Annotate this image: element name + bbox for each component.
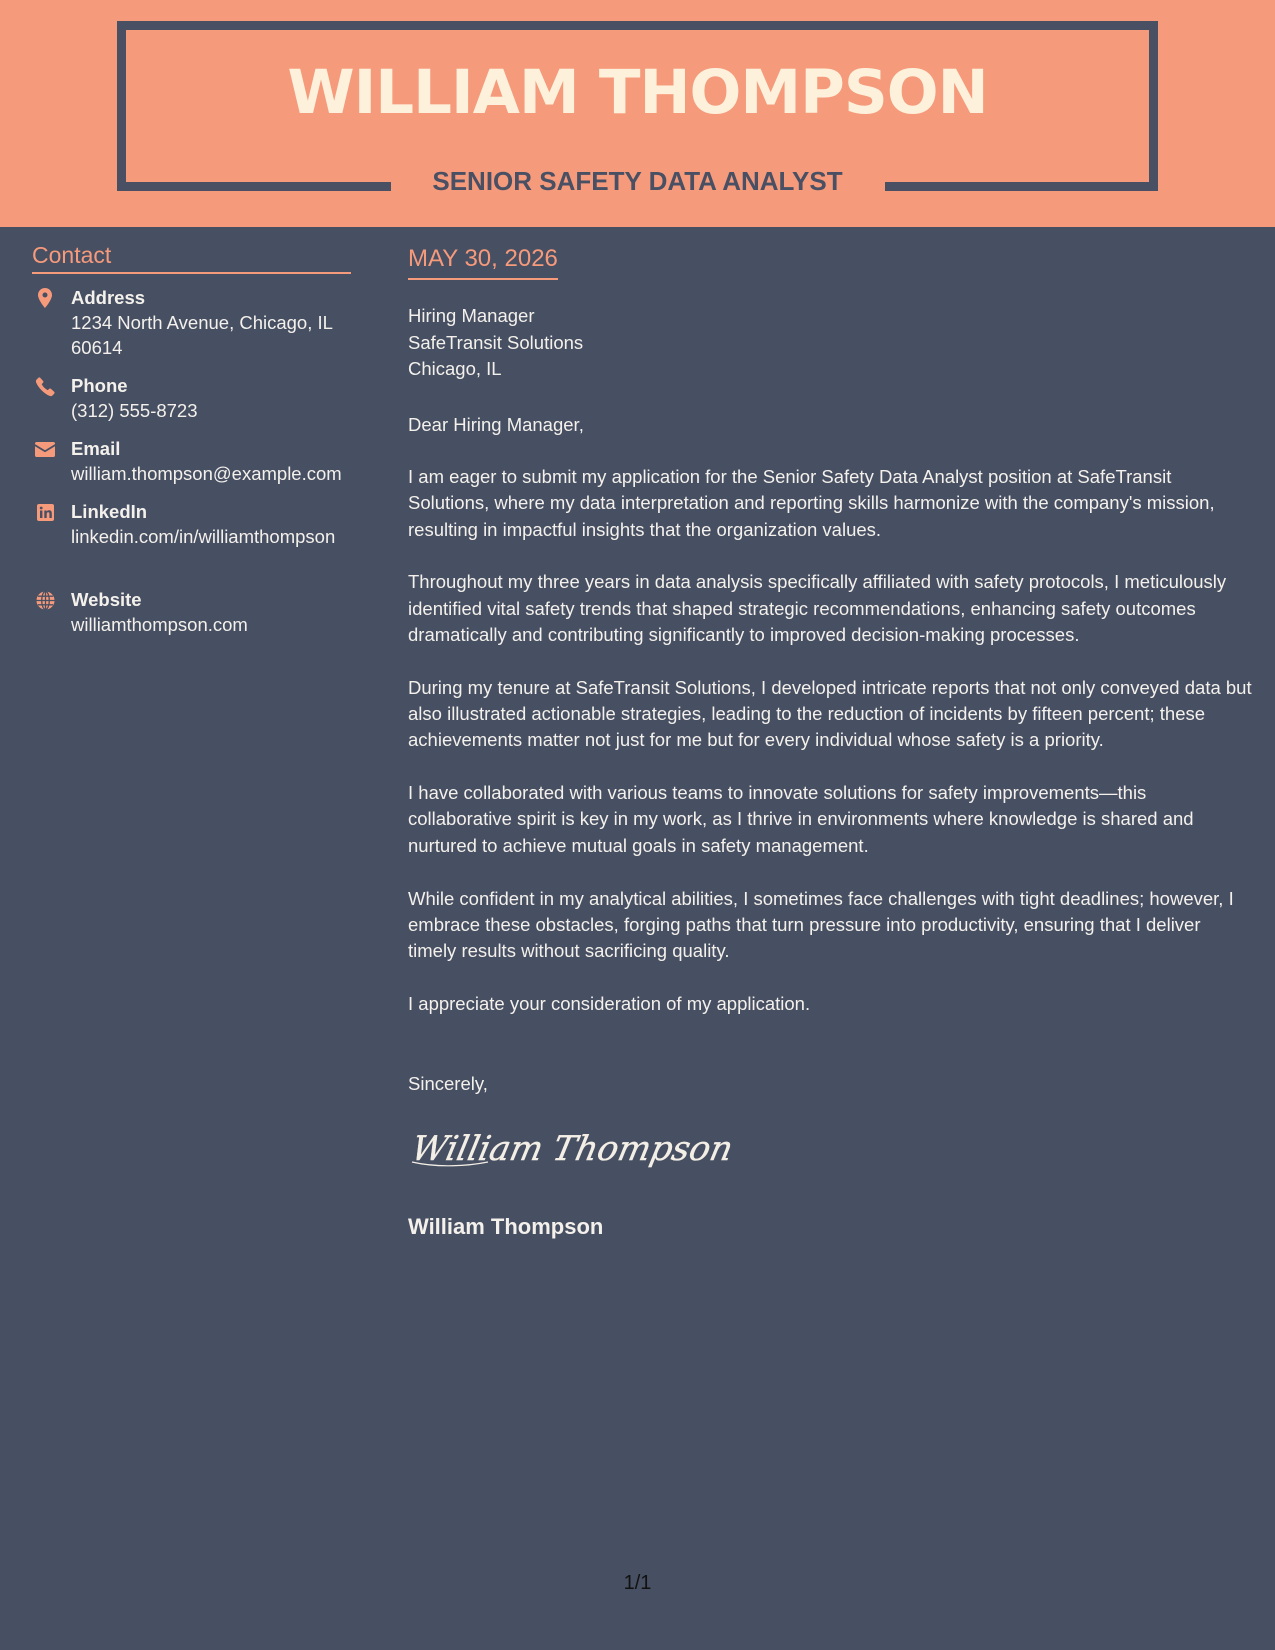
body-paragraph: I am eager to submit my application for the Senior Safety Data Analyst position at SafeTransit Solutions, where my data interpretation and reporting skills harmonize with the company's mission, resulting in impactful insights that the organization values.	[408, 466, 1215, 540]
recipient-company: SafeTransit Solutions	[408, 331, 584, 353]
phone-icon	[32, 374, 58, 398]
recipient-location: Chicago, IL	[408, 358, 502, 379]
contact-label: Website	[71, 589, 142, 610]
contact-label: LinkedIn	[71, 501, 148, 522]
contact-label: Address	[71, 287, 146, 308]
contact-email	[32, 436, 362, 486]
recipient-name: Hiring Manager	[408, 305, 535, 326]
envelope-icon	[32, 437, 58, 461]
linkedin-icon	[32, 500, 58, 524]
contact-heading: Contact	[32, 243, 351, 274]
contact-value: william.thompson@example.com	[71, 463, 342, 484]
contact-value: 1234 North Avenue, Chicago, IL 60614	[71, 312, 333, 358]
header-banner	[0, 0, 1275, 227]
letter-date: MAY 30, 2026	[408, 245, 558, 280]
handwritten-signature	[408, 1122, 737, 1172]
body-paragraph: While confident in my analytical abilities, I sometimes face challenges with tight deadlines; however, I embrace these obstacles, forging paths that turn pressure into productivity, ensuring that I deliver timely results without sacrificing quality.	[408, 887, 1234, 962]
letter-body	[408, 464, 1253, 1044]
signer-name: William Thompson	[408, 1214, 604, 1239]
body-paragraph: During my tenure at SafeTransit Solutions, I developed intricate reports that not only conveyed data but also illustrated actionable strategies, leading to the reduction of incidents by fifteen percent; these achievements matter not just for me but for every individual whose safety is a priority.	[408, 676, 1252, 751]
page-indicator: 1/1	[623, 1572, 652, 1594]
contact-value: williamthompson.com	[71, 614, 248, 635]
job-title: SENIOR SAFETY DATA ANALYST	[432, 166, 843, 196]
recipient-block	[408, 303, 583, 383]
closing: Sincerely,	[408, 1073, 488, 1094]
contact-address	[32, 285, 362, 360]
salutation: Dear Hiring Manager,	[408, 414, 584, 435]
body-paragraph: Throughout my three years in data analysis specifically affiliated with safety protocols, I meticulously identified vital safety trends that shaped strategic recommendations, enhancing safety outcomes dramatically and contributing significantly to improved decision-making processes.	[408, 571, 1227, 645]
contact-website	[32, 587, 362, 637]
contact-linkedin	[32, 499, 362, 549]
globe-icon	[32, 588, 58, 612]
contact-value: (312) 555-8723	[71, 400, 198, 421]
candidate-name: WILLIAM THOMPSON	[287, 57, 988, 128]
contact-label: Email	[71, 438, 121, 459]
contact-label: Phone	[71, 375, 128, 396]
contact-phone	[32, 373, 362, 423]
map-pin-icon	[32, 286, 58, 310]
contact-value: linkedin.com/in/williamthompson	[71, 526, 336, 547]
body-paragraph: I have collaborated with various teams to innovate solutions for safety improvements—this collaborative spirit is key in my work, as I thrive in environments where knowledge is shared and nurtured to achieve mutual goals in safety management.	[408, 782, 1194, 856]
svg-text:William Thompson: William Thompson	[408, 1129, 737, 1169]
body-paragraph: I appreciate your consideration of my application.	[408, 992, 811, 1014]
